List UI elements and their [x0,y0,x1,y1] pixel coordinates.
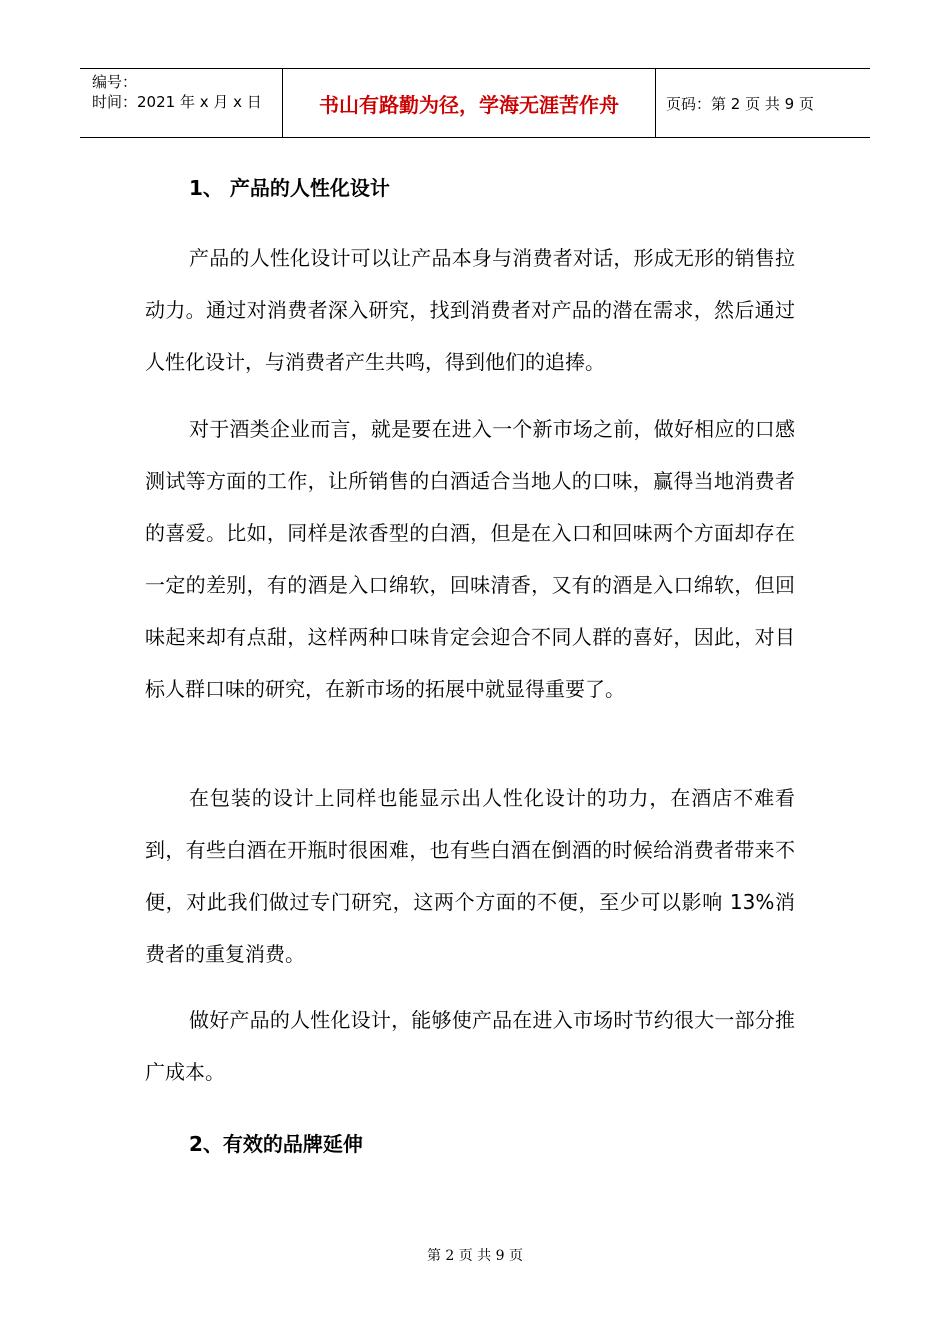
paragraph-4: 做好产品的人性化设计，能够使产品在进入市场时节约很大一部分推广成本。 [145,1008,795,1084]
header-page-info: 页码：第 2 页 共 9 页 [666,94,814,113]
paragraph-3: 在包装的设计上同样也能显示出人性化设计的功力，在酒店不难看到，有些白酒在开瓶时很困难，也有些白酒在倒酒的时候给消费者带来不便，对此我们做过专门研究，这两个方面的不便，至少可以影响 13%消费者的重复消费。 [145,786,795,966]
page-header [80,68,870,138]
section-heading-2: 2、有效的品牌延伸 [189,1132,363,1156]
section-heading-1: 1、 产品的人性化设计 [189,176,390,200]
document-code-label: 编号： [92,73,138,91]
header-meta [80,69,282,137]
document-date: 时间：2021 年 x 月 x 日 [92,93,262,111]
page-footer: 第 2 页 共 9 页 [426,1248,524,1264]
paragraph-1: 产品的人性化设计可以让产品本身与消费者对话，形成无形的销售拉动力。通过对消费者深入研究，找到消费者对产品的潜在需求，然后通过人性化设计，与消费者产生共鸣，得到他们的追捧。 [145,246,795,374]
header-page-info-cell [656,69,870,137]
header-motto-cell [282,69,656,137]
header-motto: 书山有路勤为径，学海无涯苦作舟 [319,92,619,117]
paragraph-2: 对于酒类企业而言，就是要在进入一个新市场之前，做好相应的口感测试等方面的工作，让所销售的白酒适合当地人的口味，赢得当地消费者的喜爱。比如，同样是浓香型的白酒，但是在入口和回味两个方面却存在一定的差别，有的酒是入口绵软，回味清香，又有的酒是入口绵软，但回味起来却有点甜，这样两种口味肯定会迎合不同人群的喜好，因此，对目标人群口味的研究，在新市场的拓展中就显得重要了。 [145,417,795,701]
